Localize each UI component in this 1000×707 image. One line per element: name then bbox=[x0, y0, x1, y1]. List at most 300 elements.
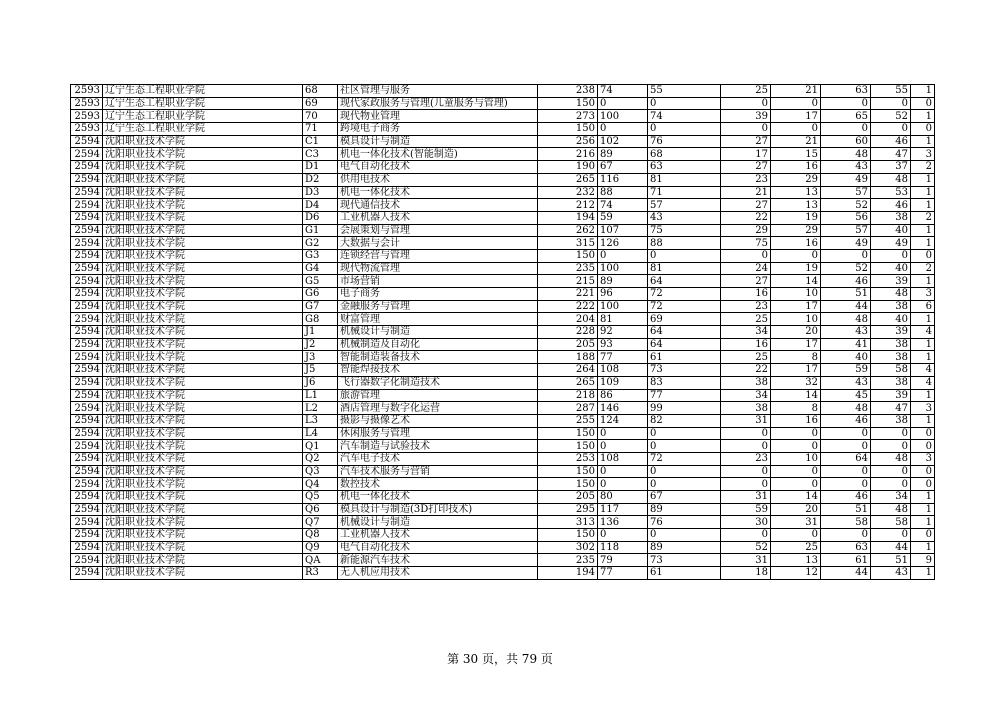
cell-score-e: 43 bbox=[821, 326, 871, 339]
cell-plan-count: 1 bbox=[911, 567, 935, 580]
cell-score-a: 0 bbox=[598, 97, 648, 110]
cell-major-code: J5 bbox=[303, 364, 338, 377]
cell-score-f: 40 bbox=[871, 224, 911, 237]
cell-major-name: 机械制造及自动化 bbox=[338, 338, 538, 351]
cell-score-e: 51 bbox=[821, 503, 871, 516]
cell-major-name: 电气自动化技术 bbox=[338, 541, 538, 554]
cell-school-name: 沈阳职业技术学院 bbox=[103, 237, 303, 250]
cell-score-b: 72 bbox=[648, 300, 721, 313]
cell-major-code: C3 bbox=[303, 148, 338, 161]
cell-plan-count: 0 bbox=[911, 465, 935, 478]
cell-score-d: 17 bbox=[771, 110, 821, 123]
cell-score-b: 0 bbox=[648, 529, 721, 542]
cell-school-code: 2594 bbox=[71, 491, 103, 504]
cell-major-code: J1 bbox=[303, 326, 338, 339]
table-row bbox=[71, 338, 935, 351]
cell-major-code: 69 bbox=[303, 97, 338, 110]
cell-score-total: 150 bbox=[538, 427, 598, 440]
cell-school-code: 2594 bbox=[71, 237, 103, 250]
cell-score-f: 38 bbox=[871, 351, 911, 364]
cell-score-c: 52 bbox=[721, 541, 771, 554]
cell-plan-count: 1 bbox=[911, 414, 935, 427]
cell-major-code: Q5 bbox=[303, 491, 338, 504]
table-row bbox=[71, 503, 935, 516]
cell-plan-count: 1 bbox=[911, 224, 935, 237]
cell-score-a: 86 bbox=[598, 389, 648, 402]
cell-score-e: 0 bbox=[821, 465, 871, 478]
cell-score-a: 77 bbox=[598, 567, 648, 580]
cell-score-f: 52 bbox=[871, 110, 911, 123]
cell-score-d: 10 bbox=[771, 452, 821, 465]
cell-score-d: 13 bbox=[771, 199, 821, 212]
table-row bbox=[71, 478, 935, 491]
cell-school-name: 沈阳职业技术学院 bbox=[103, 427, 303, 440]
cell-school-code: 2594 bbox=[71, 414, 103, 427]
cell-plan-count: 0 bbox=[911, 427, 935, 440]
cell-score-total: 256 bbox=[538, 135, 598, 148]
cell-plan-count: 1 bbox=[911, 491, 935, 504]
cell-score-e: 0 bbox=[821, 440, 871, 453]
cell-score-a: 124 bbox=[598, 414, 648, 427]
cell-plan-count: 2 bbox=[911, 161, 935, 174]
cell-school-code: 2594 bbox=[71, 364, 103, 377]
cell-score-c: 0 bbox=[721, 427, 771, 440]
cell-plan-count: 1 bbox=[911, 389, 935, 402]
cell-score-a: 74 bbox=[598, 199, 648, 212]
cell-score-d: 8 bbox=[771, 402, 821, 415]
cell-score-total: 215 bbox=[538, 275, 598, 288]
cell-score-e: 61 bbox=[821, 554, 871, 567]
cell-score-c: 16 bbox=[721, 338, 771, 351]
cell-major-name: 汽车电子技术 bbox=[338, 452, 538, 465]
cell-score-total: 238 bbox=[538, 85, 598, 98]
cell-score-e: 43 bbox=[821, 161, 871, 174]
cell-school-code: 2594 bbox=[71, 300, 103, 313]
cell-major-name: 旅游管理 bbox=[338, 389, 538, 402]
cell-score-c: 23 bbox=[721, 452, 771, 465]
cell-score-total: 315 bbox=[538, 237, 598, 250]
cell-school-name: 辽宁生态工程职业学院 bbox=[103, 85, 303, 98]
cell-score-e: 48 bbox=[821, 148, 871, 161]
cell-score-b: 89 bbox=[648, 503, 721, 516]
cell-school-name: 沈阳职业技术学院 bbox=[103, 338, 303, 351]
cell-score-d: 20 bbox=[771, 503, 821, 516]
cell-score-b: 82 bbox=[648, 414, 721, 427]
cell-score-d: 0 bbox=[771, 427, 821, 440]
cell-score-total: 150 bbox=[538, 123, 598, 136]
cell-school-name: 沈阳职业技术学院 bbox=[103, 554, 303, 567]
cell-score-d: 21 bbox=[771, 85, 821, 98]
cell-score-total: 235 bbox=[538, 554, 598, 567]
table-row bbox=[71, 199, 935, 212]
table-row bbox=[71, 262, 935, 275]
cell-score-b: 68 bbox=[648, 148, 721, 161]
cell-score-e: 0 bbox=[821, 123, 871, 136]
cell-score-f: 48 bbox=[871, 173, 911, 186]
cell-major-name: 社区管理与服务 bbox=[338, 85, 538, 98]
table-body bbox=[71, 85, 935, 580]
cell-score-e: 40 bbox=[821, 351, 871, 364]
cell-school-name: 沈阳职业技术学院 bbox=[103, 199, 303, 212]
cell-score-d: 10 bbox=[771, 288, 821, 301]
cell-score-f: 37 bbox=[871, 161, 911, 174]
cell-score-d: 0 bbox=[771, 465, 821, 478]
cell-score-b: 63 bbox=[648, 161, 721, 174]
cell-school-name: 沈阳职业技术学院 bbox=[103, 516, 303, 529]
cell-school-name: 沈阳职业技术学院 bbox=[103, 364, 303, 377]
cell-score-b: 61 bbox=[648, 567, 721, 580]
cell-major-name: 机电一体化技术(智能制造) bbox=[338, 148, 538, 161]
cell-major-name: 无人机应用技术 bbox=[338, 567, 538, 580]
table-row bbox=[71, 554, 935, 567]
cell-school-code: 2594 bbox=[71, 313, 103, 326]
cell-plan-count: 1 bbox=[911, 275, 935, 288]
cell-score-c: 0 bbox=[721, 440, 771, 453]
cell-score-b: 72 bbox=[648, 452, 721, 465]
cell-score-c: 0 bbox=[721, 249, 771, 262]
table-row bbox=[71, 224, 935, 237]
table-row bbox=[71, 427, 935, 440]
cell-score-b: 0 bbox=[648, 97, 721, 110]
cell-score-b: 75 bbox=[648, 224, 721, 237]
cell-score-d: 19 bbox=[771, 211, 821, 224]
cell-plan-count: 1 bbox=[911, 338, 935, 351]
cell-score-c: 17 bbox=[721, 148, 771, 161]
cell-school-name: 沈阳职业技术学院 bbox=[103, 135, 303, 148]
cell-score-c: 24 bbox=[721, 262, 771, 275]
table-row bbox=[71, 440, 935, 453]
cell-major-name: 模具设计与制造(3D打印技术) bbox=[338, 503, 538, 516]
cell-school-code: 2594 bbox=[71, 224, 103, 237]
cell-school-name: 辽宁生态工程职业学院 bbox=[103, 123, 303, 136]
cell-major-code: L3 bbox=[303, 414, 338, 427]
cell-school-code: 2594 bbox=[71, 465, 103, 478]
cell-score-b: 99 bbox=[648, 402, 721, 415]
cell-score-e: 60 bbox=[821, 135, 871, 148]
cell-score-c: 31 bbox=[721, 414, 771, 427]
cell-score-a: 0 bbox=[598, 427, 648, 440]
cell-score-a: 108 bbox=[598, 452, 648, 465]
cell-school-name: 沈阳职业技术学院 bbox=[103, 275, 303, 288]
cell-score-b: 64 bbox=[648, 275, 721, 288]
cell-plan-count: 1 bbox=[911, 173, 935, 186]
cell-plan-count: 4 bbox=[911, 376, 935, 389]
cell-score-b: 73 bbox=[648, 364, 721, 377]
cell-score-f: 49 bbox=[871, 237, 911, 250]
cell-score-a: 88 bbox=[598, 186, 648, 199]
cell-score-f: 0 bbox=[871, 97, 911, 110]
table-row bbox=[71, 326, 935, 339]
cell-major-code: 71 bbox=[303, 123, 338, 136]
cell-major-name: 汽车技术服务与营销 bbox=[338, 465, 538, 478]
cell-school-code: 2594 bbox=[71, 288, 103, 301]
cell-plan-count: 0 bbox=[911, 478, 935, 491]
cell-major-code: Q6 bbox=[303, 503, 338, 516]
cell-plan-count: 1 bbox=[911, 199, 935, 212]
cell-score-b: 81 bbox=[648, 173, 721, 186]
table-row bbox=[71, 173, 935, 186]
cell-score-total: 253 bbox=[538, 452, 598, 465]
table-row bbox=[71, 211, 935, 224]
cell-score-total: 188 bbox=[538, 351, 598, 364]
cell-score-f: 0 bbox=[871, 249, 911, 262]
cell-major-name: 数控技术 bbox=[338, 478, 538, 491]
cell-school-name: 沈阳职业技术学院 bbox=[103, 224, 303, 237]
table-row bbox=[71, 402, 935, 415]
cell-plan-count: 1 bbox=[911, 516, 935, 529]
cell-plan-count: 4 bbox=[911, 326, 935, 339]
table-row bbox=[71, 465, 935, 478]
cell-score-c: 0 bbox=[721, 123, 771, 136]
cell-score-total: 222 bbox=[538, 300, 598, 313]
cell-score-e: 48 bbox=[821, 402, 871, 415]
cell-score-c: 27 bbox=[721, 275, 771, 288]
table-row bbox=[71, 567, 935, 580]
cell-major-code: Q2 bbox=[303, 452, 338, 465]
cell-score-total: 265 bbox=[538, 173, 598, 186]
cell-major-name: 工业机器人技术 bbox=[338, 529, 538, 542]
cell-major-name: 大数据与会计 bbox=[338, 237, 538, 250]
cell-score-d: 14 bbox=[771, 275, 821, 288]
cell-score-a: 136 bbox=[598, 516, 648, 529]
cell-score-a: 96 bbox=[598, 288, 648, 301]
cell-score-f: 0 bbox=[871, 427, 911, 440]
cell-score-a: 118 bbox=[598, 541, 648, 554]
cell-score-e: 63 bbox=[821, 85, 871, 98]
cell-score-d: 12 bbox=[771, 567, 821, 580]
cell-major-code: D4 bbox=[303, 199, 338, 212]
cell-score-e: 44 bbox=[821, 300, 871, 313]
cell-score-d: 0 bbox=[771, 478, 821, 491]
cell-score-total: 194 bbox=[538, 567, 598, 580]
cell-major-name: 机电一体化技术 bbox=[338, 186, 538, 199]
cell-major-name: 跨境电子商务 bbox=[338, 123, 538, 136]
cell-major-name: 新能源汽车技术 bbox=[338, 554, 538, 567]
cell-school-code: 2594 bbox=[71, 186, 103, 199]
cell-school-name: 沈阳职业技术学院 bbox=[103, 414, 303, 427]
cell-school-code: 2594 bbox=[71, 503, 103, 516]
cell-plan-count: 1 bbox=[911, 186, 935, 199]
cell-school-code: 2594 bbox=[71, 161, 103, 174]
cell-major-code: G3 bbox=[303, 249, 338, 262]
cell-score-a: 146 bbox=[598, 402, 648, 415]
cell-plan-count: 3 bbox=[911, 402, 935, 415]
cell-score-b: 0 bbox=[648, 427, 721, 440]
cell-school-name: 沈阳职业技术学院 bbox=[103, 173, 303, 186]
cell-school-code: 2594 bbox=[71, 211, 103, 224]
cell-score-f: 0 bbox=[871, 440, 911, 453]
cell-score-b: 67 bbox=[648, 491, 721, 504]
cell-major-name: 汽车制造与试验技术 bbox=[338, 440, 538, 453]
cell-score-b: 64 bbox=[648, 338, 721, 351]
cell-score-a: 116 bbox=[598, 173, 648, 186]
table-row bbox=[71, 249, 935, 262]
cell-score-a: 100 bbox=[598, 110, 648, 123]
cell-major-name: 机电一体化技术 bbox=[338, 491, 538, 504]
cell-major-code: G5 bbox=[303, 275, 338, 288]
cell-score-c: 27 bbox=[721, 135, 771, 148]
cell-major-code: J3 bbox=[303, 351, 338, 364]
table-row bbox=[71, 123, 935, 136]
cell-plan-count: 9 bbox=[911, 554, 935, 567]
cell-score-c: 31 bbox=[721, 554, 771, 567]
table-row bbox=[71, 161, 935, 174]
cell-score-d: 17 bbox=[771, 338, 821, 351]
cell-score-c: 39 bbox=[721, 110, 771, 123]
cell-score-e: 49 bbox=[821, 173, 871, 186]
cell-score-c: 23 bbox=[721, 173, 771, 186]
cell-school-name: 沈阳职业技术学院 bbox=[103, 186, 303, 199]
cell-score-f: 48 bbox=[871, 452, 911, 465]
cell-school-name: 沈阳职业技术学院 bbox=[103, 161, 303, 174]
cell-major-name: 供用电技术 bbox=[338, 173, 538, 186]
cell-score-total: 212 bbox=[538, 199, 598, 212]
cell-score-b: 0 bbox=[648, 249, 721, 262]
cell-score-d: 0 bbox=[771, 249, 821, 262]
cell-score-total: 150 bbox=[538, 465, 598, 478]
cell-score-b: 0 bbox=[648, 465, 721, 478]
cell-school-code: 2593 bbox=[71, 97, 103, 110]
cell-school-code: 2594 bbox=[71, 376, 103, 389]
cell-major-code: QA bbox=[303, 554, 338, 567]
cell-major-name: 飞行器数字化制造技术 bbox=[338, 376, 538, 389]
cell-school-code: 2593 bbox=[71, 110, 103, 123]
cell-score-total: 218 bbox=[538, 389, 598, 402]
cell-score-c: 29 bbox=[721, 224, 771, 237]
cell-major-code: J6 bbox=[303, 376, 338, 389]
cell-score-e: 56 bbox=[821, 211, 871, 224]
cell-score-total: 302 bbox=[538, 541, 598, 554]
cell-score-e: 46 bbox=[821, 491, 871, 504]
cell-score-d: 25 bbox=[771, 541, 821, 554]
cell-score-b: 43 bbox=[648, 211, 721, 224]
cell-school-name: 沈阳职业技术学院 bbox=[103, 211, 303, 224]
cell-score-e: 46 bbox=[821, 275, 871, 288]
cell-score-a: 93 bbox=[598, 338, 648, 351]
cell-score-e: 45 bbox=[821, 389, 871, 402]
cell-score-d: 15 bbox=[771, 148, 821, 161]
cell-major-name: 摄影与摄像艺术 bbox=[338, 414, 538, 427]
cell-major-code: G4 bbox=[303, 262, 338, 275]
cell-score-d: 13 bbox=[771, 186, 821, 199]
cell-major-code: D1 bbox=[303, 161, 338, 174]
cell-plan-count: 3 bbox=[911, 148, 935, 161]
cell-major-code: D3 bbox=[303, 186, 338, 199]
cell-score-a: 77 bbox=[598, 351, 648, 364]
cell-plan-count: 3 bbox=[911, 452, 935, 465]
cell-score-c: 38 bbox=[721, 402, 771, 415]
cell-school-name: 沈阳职业技术学院 bbox=[103, 567, 303, 580]
cell-score-d: 29 bbox=[771, 224, 821, 237]
table-row bbox=[71, 376, 935, 389]
cell-score-f: 47 bbox=[871, 402, 911, 415]
cell-score-c: 75 bbox=[721, 237, 771, 250]
cell-major-code: L2 bbox=[303, 402, 338, 415]
cell-score-f: 38 bbox=[871, 414, 911, 427]
cell-school-name: 沈阳职业技术学院 bbox=[103, 249, 303, 262]
cell-score-e: 64 bbox=[821, 452, 871, 465]
cell-school-name: 沈阳职业技术学院 bbox=[103, 402, 303, 415]
cell-plan-count: 0 bbox=[911, 249, 935, 262]
cell-score-b: 74 bbox=[648, 110, 721, 123]
cell-score-f: 38 bbox=[871, 211, 911, 224]
cell-school-code: 2594 bbox=[71, 135, 103, 148]
cell-score-d: 20 bbox=[771, 326, 821, 339]
cell-score-total: 150 bbox=[538, 529, 598, 542]
cell-score-d: 0 bbox=[771, 440, 821, 453]
cell-score-c: 0 bbox=[721, 529, 771, 542]
cell-plan-count: 2 bbox=[911, 211, 935, 224]
cell-school-code: 2593 bbox=[71, 85, 103, 98]
cell-score-e: 49 bbox=[821, 237, 871, 250]
cell-major-code: Q4 bbox=[303, 478, 338, 491]
cell-score-total: 150 bbox=[538, 249, 598, 262]
cell-score-b: 57 bbox=[648, 199, 721, 212]
cell-plan-count: 0 bbox=[911, 97, 935, 110]
cell-score-f: 0 bbox=[871, 123, 911, 136]
cell-major-code: Q7 bbox=[303, 516, 338, 529]
cell-major-name: 会展策划与管理 bbox=[338, 224, 538, 237]
cell-score-a: 126 bbox=[598, 237, 648, 250]
cell-score-a: 59 bbox=[598, 211, 648, 224]
cell-plan-count: 1 bbox=[911, 351, 935, 364]
cell-score-b: 73 bbox=[648, 554, 721, 567]
cell-score-e: 57 bbox=[821, 186, 871, 199]
cell-major-code: G7 bbox=[303, 300, 338, 313]
cell-major-name: 现代家政服务与管理(儿童服务与管理) bbox=[338, 97, 538, 110]
cell-score-e: 65 bbox=[821, 110, 871, 123]
cell-major-name: 工业机器人技术 bbox=[338, 211, 538, 224]
cell-score-c: 59 bbox=[721, 503, 771, 516]
cell-score-d: 13 bbox=[771, 554, 821, 567]
cell-school-name: 沈阳职业技术学院 bbox=[103, 541, 303, 554]
cell-score-e: 0 bbox=[821, 529, 871, 542]
cell-score-a: 81 bbox=[598, 313, 648, 326]
cell-score-f: 46 bbox=[871, 199, 911, 212]
cell-score-d: 21 bbox=[771, 135, 821, 148]
table-row bbox=[71, 275, 935, 288]
cell-plan-count: 4 bbox=[911, 364, 935, 377]
cell-plan-count: 1 bbox=[911, 541, 935, 554]
cell-score-a: 100 bbox=[598, 262, 648, 275]
cell-score-d: 14 bbox=[771, 491, 821, 504]
cell-school-code: 2594 bbox=[71, 516, 103, 529]
cell-score-f: 58 bbox=[871, 364, 911, 377]
cell-score-b: 76 bbox=[648, 516, 721, 529]
cell-school-code: 2593 bbox=[71, 123, 103, 136]
cell-school-name: 沈阳职业技术学院 bbox=[103, 148, 303, 161]
cell-score-c: 34 bbox=[721, 389, 771, 402]
table-row bbox=[71, 135, 935, 148]
cell-major-code: 68 bbox=[303, 85, 338, 98]
cell-score-total: 204 bbox=[538, 313, 598, 326]
cell-score-total: 150 bbox=[538, 478, 598, 491]
cell-school-code: 2594 bbox=[71, 478, 103, 491]
cell-score-a: 109 bbox=[598, 376, 648, 389]
cell-score-a: 107 bbox=[598, 224, 648, 237]
cell-plan-count: 0 bbox=[911, 529, 935, 542]
cell-major-code: L1 bbox=[303, 389, 338, 402]
cell-score-c: 27 bbox=[721, 161, 771, 174]
cell-school-code: 2594 bbox=[71, 275, 103, 288]
cell-score-d: 17 bbox=[771, 300, 821, 313]
cell-score-d: 32 bbox=[771, 376, 821, 389]
cell-school-code: 2594 bbox=[71, 402, 103, 415]
cell-school-name: 沈阳职业技术学院 bbox=[103, 440, 303, 453]
cell-score-f: 53 bbox=[871, 186, 911, 199]
cell-score-e: 63 bbox=[821, 541, 871, 554]
cell-score-f: 39 bbox=[871, 275, 911, 288]
